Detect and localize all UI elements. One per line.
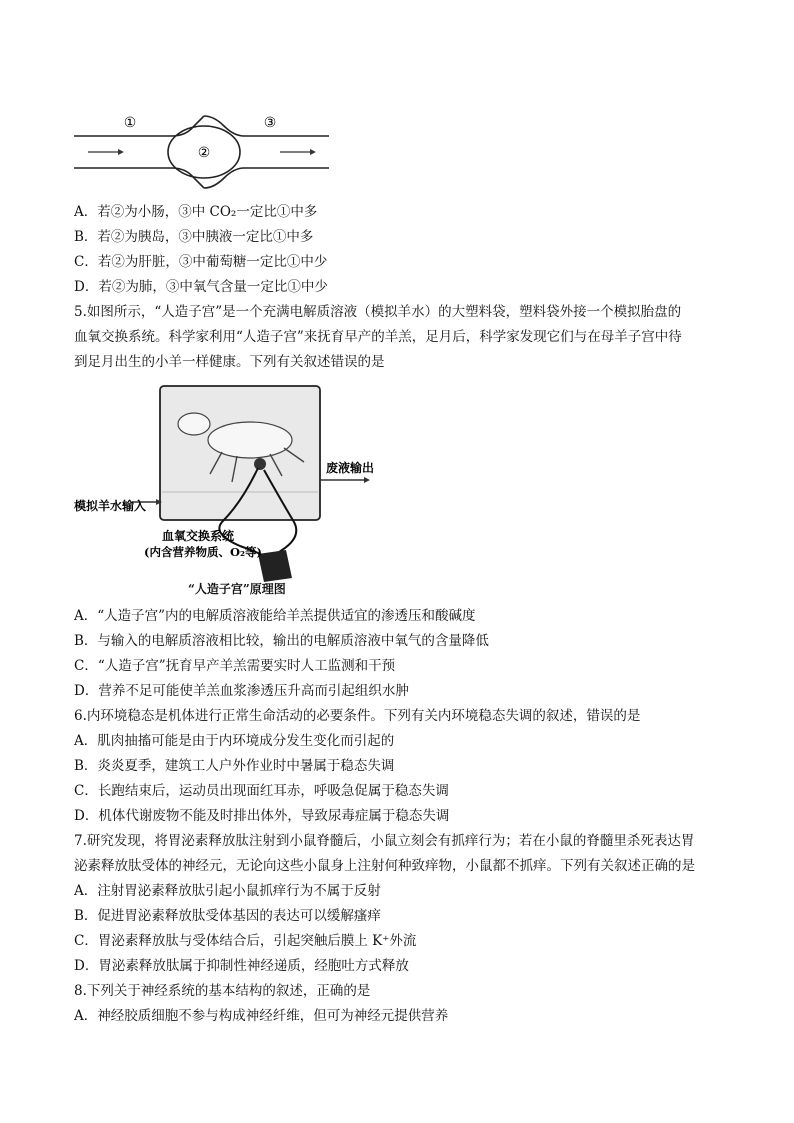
q7-option-d: D．胃泌素释放肽属于抑制性神经递质，经胞吐方式释放 xyxy=(74,958,409,974)
q8-stem: 8.下列关于神经系统的基本结构的叙述，正确的是 xyxy=(74,983,371,999)
lamb-head xyxy=(178,413,210,435)
label-2: ② xyxy=(197,145,211,161)
q4-option-a: A．若②为小肠，③中 CO₂一定比①中多 xyxy=(74,204,318,220)
q8-option-a: A．神经胶质细胞不参与构成神经纤维，但可为神经元提供营养 xyxy=(74,1008,449,1024)
waste-arrowhead xyxy=(364,477,370,483)
artificial-womb-diagram xyxy=(72,382,432,600)
figure-caption: “人造子宫”原理图 xyxy=(188,582,286,596)
q7-option-c: C．胃泌素释放肽与受体结合后，引起突触后膜上 K⁺外流 xyxy=(74,933,417,949)
q5-option-b: B．与输入的电解质溶液相比较，输出的电解质溶液中氧气的含量降低 xyxy=(74,633,489,649)
q5-stem-line-1: 5.如图所示，“人造子宫”是一个充满电解质溶液（模拟羊水）的大塑料袋，塑料袋外接一个模拟胎盘的 xyxy=(74,304,682,320)
q5-option-c: C．“人造子宫”抚育早产羊羔需要实时人工监测和干预 xyxy=(74,658,396,674)
q7-option-b: B．促进胃泌素释放肽受体基因的表达可以缓解瘙痒 xyxy=(74,908,381,924)
label-3: ③ xyxy=(263,115,277,131)
label-1: ① xyxy=(123,115,137,131)
vessel-bottom-wall xyxy=(74,168,204,188)
lamb-body xyxy=(208,422,292,458)
q7-stem-line-2: 泌素释放肽受体的神经元，无论向这些小鼠身上注射何种致痒物，小鼠都不抓痒。下列有关叙述正确的是 xyxy=(74,858,695,874)
q6-option-d: D．机体代谢废物不能及时排出体外，导致尿毒症属于稳态失调 xyxy=(74,808,450,824)
exchange-system-label: 血氧交换系统 xyxy=(162,529,235,543)
waste-output-label: 废液输出 xyxy=(326,461,375,475)
q5-stem-line-3: 到足月出生的小羊一样健康。下列有关叙述错误的是 xyxy=(74,354,385,370)
vessel-top-wall xyxy=(74,116,204,136)
flow-arrowhead-left xyxy=(118,149,124,155)
q6-stem: 6.内环境稳态是机体进行正常生命活动的必要条件。下列有关内环境稳态失调的叙述，错误的是 xyxy=(74,708,641,724)
exchange-device xyxy=(258,550,292,582)
q6-option-c: C．长跑结束后，运动员出现面红耳赤，呼吸急促属于稳态失调 xyxy=(74,783,449,799)
vessel-bottom-wall-right xyxy=(204,168,329,188)
q4-option-b: B．若②为胰岛，③中胰液一定比①中多 xyxy=(74,229,314,245)
q5-stem-line-2: 血氧交换系统。科学家利用“人造子宫”来抚育早产的羊羔，足月后，科学家发现它们与在母羊子宫中待 xyxy=(74,329,682,345)
q6-option-b: B．炎炎夏季，建筑工人户外作业时中暑属于稳态失调 xyxy=(74,758,395,774)
q7-stem-line-1: 7.研究发现，将胃泌素释放肽注射到小鼠脊髓后，小鼠立刻会有抓痒行为；若在小鼠的脊髓里杀死表达胃 xyxy=(74,833,695,849)
exchange-system-sublabel: (内含营养物质、O₂等) xyxy=(144,545,262,559)
q7-option-a: A．注射胃泌素释放肽引起小鼠抓痒行为不属于反射 xyxy=(74,883,381,899)
blood-flow-diagram xyxy=(74,108,334,198)
flow-arrowhead-right xyxy=(310,149,316,155)
q5-option-d: D．营养不足可能使羊羔血浆渗透压升高而引起组织水肿 xyxy=(74,683,409,699)
q4-option-c: C．若②为肝脏，③中葡萄糖一定比①中少 xyxy=(74,254,328,270)
q5-option-a: A．“人造子宫”内的电解质溶液能给羊羔提供适宜的渗透压和酸碱度 xyxy=(74,608,476,624)
q6-option-a: A．肌肉抽搐可能是由于内环境成分发生变化而引起的 xyxy=(74,733,395,749)
amniotic-input-label: 模拟羊水输入 xyxy=(74,499,147,513)
q4-option-d: D．若②为肺，③中氧气含量一定比①中少 xyxy=(74,279,328,295)
umbilical-connector xyxy=(254,458,266,470)
